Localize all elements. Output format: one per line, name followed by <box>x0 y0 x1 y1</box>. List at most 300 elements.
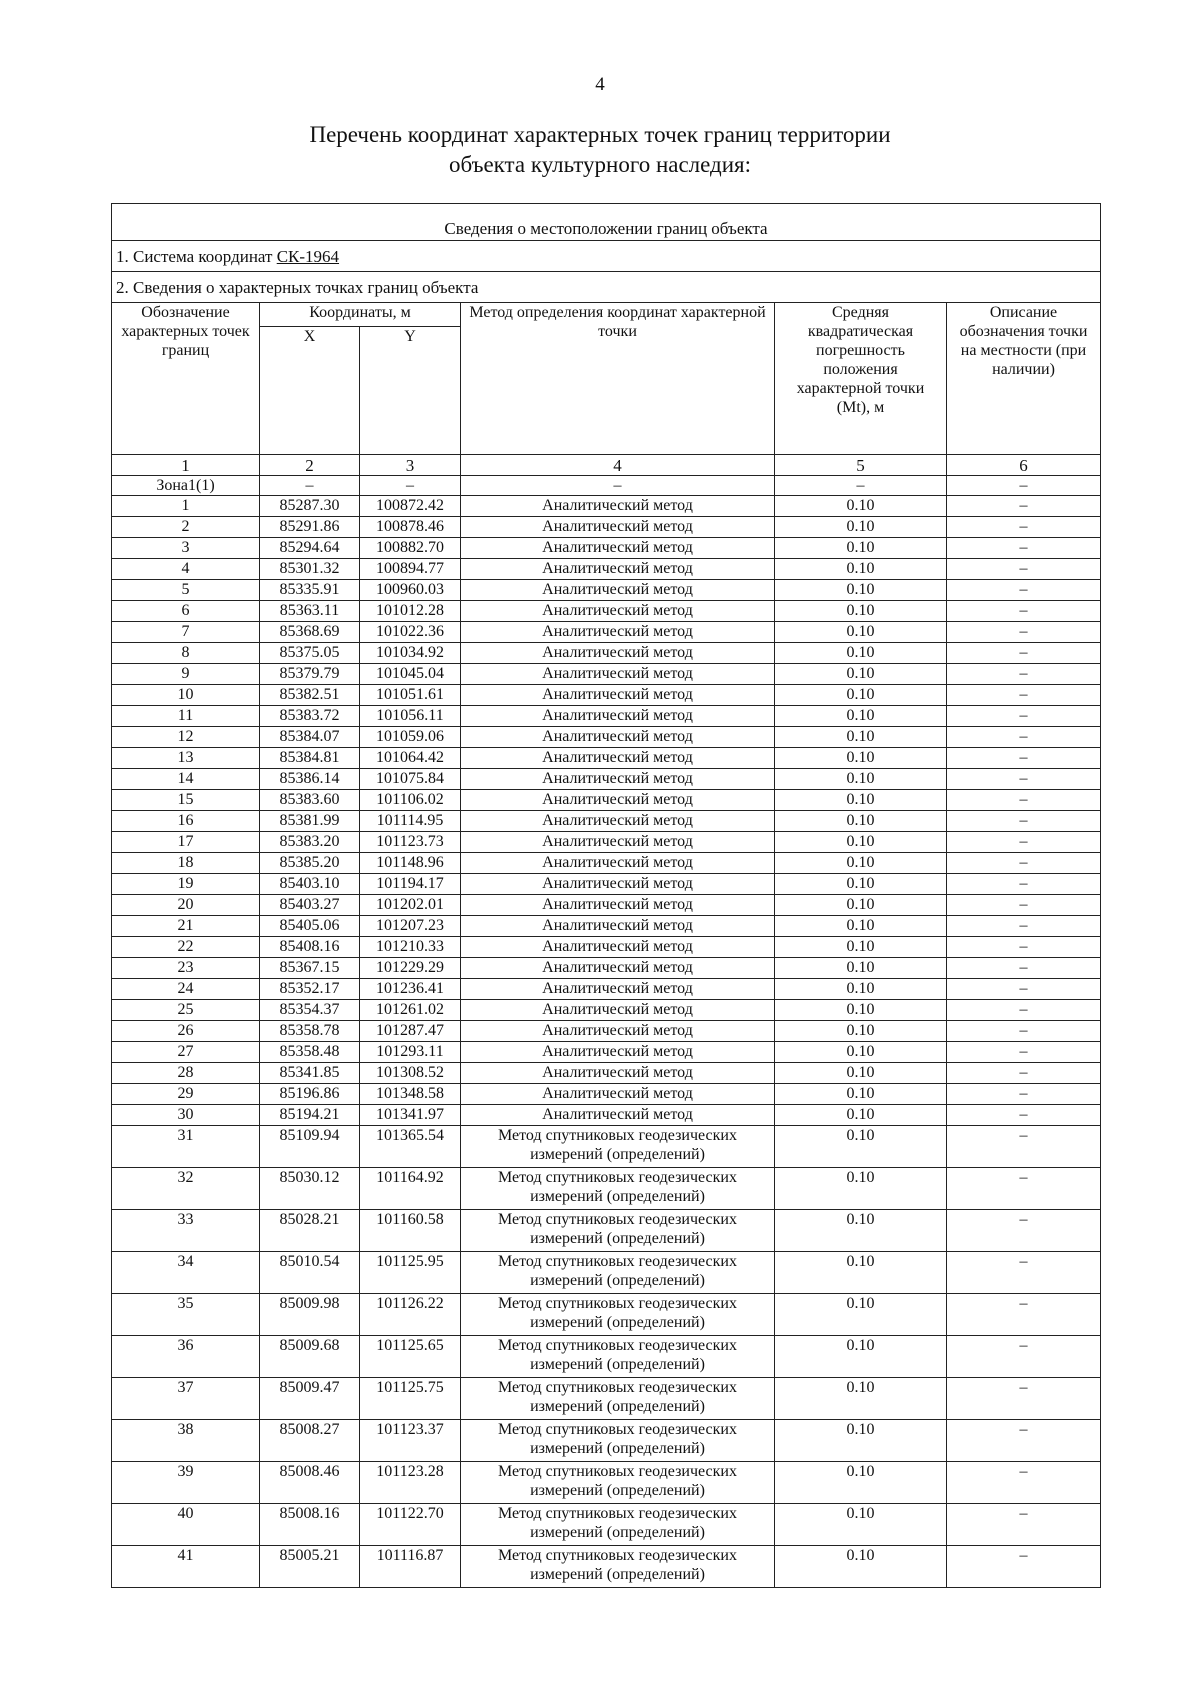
header-method: Метод определения координат характерной точки <box>461 303 775 455</box>
table-row <box>112 916 1101 937</box>
table-row <box>112 895 1101 916</box>
page-title <box>0 120 1200 180</box>
table-row <box>112 727 1101 748</box>
table-row <box>112 1084 1101 1105</box>
x-coordinate-cell: 85287.30 <box>260 496 360 517</box>
y-coordinate-cell: 101229.29 <box>360 958 461 979</box>
error-cell: 0.10 <box>775 517 947 538</box>
point-number-cell: 32 <box>112 1168 260 1210</box>
table-row <box>112 601 1101 622</box>
y-coordinate-cell: 101106.02 <box>360 790 461 811</box>
point-number-cell: 39 <box>112 1462 260 1504</box>
method-cell: Аналитический метод <box>461 559 775 580</box>
table-row <box>112 811 1101 832</box>
y-coordinate-cell: 101075.84 <box>360 769 461 790</box>
x-coordinate-cell: 85408.16 <box>260 937 360 958</box>
y-coordinate-cell: 101114.95 <box>360 811 461 832</box>
method-cell: Метод спутниковых геодезических измерений (определений) <box>461 1252 775 1294</box>
column-numbers-row <box>112 455 1101 476</box>
error-cell: 0.10 <box>775 979 947 1000</box>
description-cell: – <box>947 664 1101 685</box>
header-description: Описание обозначения точки на местности (при наличии) <box>947 303 1101 455</box>
description-cell: – <box>947 622 1101 643</box>
method-cell: Аналитический метод <box>461 769 775 790</box>
description-cell: – <box>947 1336 1101 1378</box>
error-cell: 0.10 <box>775 1021 947 1042</box>
error-cell: 0.10 <box>775 1063 947 1084</box>
x-coordinate-cell: 85009.98 <box>260 1294 360 1336</box>
point-number-cell: 19 <box>112 874 260 895</box>
table-row <box>112 1378 1101 1420</box>
point-number-cell: 20 <box>112 895 260 916</box>
x-coordinate-cell: 85403.27 <box>260 895 360 916</box>
point-number-cell: 31 <box>112 1126 260 1168</box>
method-cell: Аналитический метод <box>461 979 775 1000</box>
description-cell: – <box>947 1042 1101 1063</box>
error-cell: 0.10 <box>775 1084 947 1105</box>
description-cell: – <box>947 832 1101 853</box>
point-number-cell: 38 <box>112 1420 260 1462</box>
y-coordinate-cell: 100882.70 <box>360 538 461 559</box>
description-cell: – <box>947 727 1101 748</box>
description-cell: – <box>947 1420 1101 1462</box>
y-coordinate-cell: 101210.33 <box>360 937 461 958</box>
point-number-cell: 9 <box>112 664 260 685</box>
description-cell: – <box>947 1294 1101 1336</box>
y-coordinate-cell: 101365.54 <box>360 1126 461 1168</box>
point-number-cell: 17 <box>112 832 260 853</box>
y-coordinate-cell: 101123.28 <box>360 1462 461 1504</box>
error-cell: 0.10 <box>775 601 947 622</box>
x-coordinate-cell: 85367.15 <box>260 958 360 979</box>
x-coordinate-cell: 85109.94 <box>260 1126 360 1168</box>
point-number-cell: 3 <box>112 538 260 559</box>
method-cell: Аналитический метод <box>461 790 775 811</box>
point-number-cell: 28 <box>112 1063 260 1084</box>
table-row <box>112 1252 1101 1294</box>
x-coordinate-cell: 85382.51 <box>260 685 360 706</box>
y-coordinate-cell: 101202.01 <box>360 895 461 916</box>
x-coordinate-cell: 85383.20 <box>260 832 360 853</box>
coord-system-row <box>112 241 1101 272</box>
error-cell: 0.10 <box>775 874 947 895</box>
x-coordinate-cell: 85405.06 <box>260 916 360 937</box>
error-cell: 0.10 <box>775 853 947 874</box>
point-number-cell: 34 <box>112 1252 260 1294</box>
y-coordinate-cell: 101012.28 <box>360 601 461 622</box>
table-row <box>112 1021 1101 1042</box>
x-coordinate-cell: 85354.37 <box>260 1000 360 1021</box>
table-row <box>112 853 1101 874</box>
table-row <box>112 580 1101 601</box>
x-coordinate-cell: 85384.07 <box>260 727 360 748</box>
point-number-cell: 4 <box>112 559 260 580</box>
error-cell: 0.10 <box>775 916 947 937</box>
coord-system-value: СК-1964 <box>276 246 340 266</box>
point-number-cell: 25 <box>112 1000 260 1021</box>
point-number-cell: 2 <box>112 517 260 538</box>
error-cell: 0.10 <box>775 580 947 601</box>
y-coordinate-cell: 101341.97 <box>360 1105 461 1126</box>
point-number-cell: 36 <box>112 1336 260 1378</box>
point-number-cell: 7 <box>112 622 260 643</box>
y-coordinate-cell: 101236.41 <box>360 979 461 1000</box>
error-cell: 0.10 <box>775 937 947 958</box>
error-cell: 0.10 <box>775 895 947 916</box>
coordinates-table <box>111 203 1101 1588</box>
y-coordinate-cell: 101123.37 <box>360 1420 461 1462</box>
point-number-cell: 10 <box>112 685 260 706</box>
y-coordinate-cell: 101287.47 <box>360 1021 461 1042</box>
point-number-cell: 8 <box>112 643 260 664</box>
method-cell: Аналитический метод <box>461 916 775 937</box>
y-coordinate-cell: 100960.03 <box>360 580 461 601</box>
x-coordinate-cell: 85358.48 <box>260 1042 360 1063</box>
header-row-1 <box>112 303 1101 327</box>
description-cell: – <box>947 1000 1101 1021</box>
description-cell: – <box>947 874 1101 895</box>
point-number-cell: 29 <box>112 1084 260 1105</box>
point-number-cell: 37 <box>112 1378 260 1420</box>
error-cell: 0.10 <box>775 1168 947 1210</box>
method-cell: Метод спутниковых геодезических измерений (определений) <box>461 1420 775 1462</box>
points-section-row <box>112 272 1101 303</box>
method-cell: Метод спутниковых геодезических измерений (определений) <box>461 1378 775 1420</box>
description-cell: – <box>947 748 1101 769</box>
description-cell: – <box>947 979 1101 1000</box>
y-coordinate-cell: 101034.92 <box>360 643 461 664</box>
error-cell: 0.10 <box>775 643 947 664</box>
description-cell: – <box>947 496 1101 517</box>
point-number-cell: 26 <box>112 1021 260 1042</box>
x-coordinate-cell: 85030.12 <box>260 1168 360 1210</box>
y-coordinate-cell: 101194.17 <box>360 874 461 895</box>
y-coordinate-cell: 101148.96 <box>360 853 461 874</box>
method-cell: Метод спутниковых геодезических измерений (определений) <box>461 1294 775 1336</box>
error-cell: 0.10 <box>775 1126 947 1168</box>
y-coordinate-cell: 101122.70 <box>360 1504 461 1546</box>
method-cell: Аналитический метод <box>461 874 775 895</box>
error-cell: 0.10 <box>775 958 947 979</box>
y-coordinate-cell: 101293.11 <box>360 1042 461 1063</box>
error-cell: 0.10 <box>775 1420 947 1462</box>
description-cell: – <box>947 517 1101 538</box>
method-cell: Аналитический метод <box>461 853 775 874</box>
point-number-cell: 6 <box>112 601 260 622</box>
x-coordinate-cell: 85383.60 <box>260 790 360 811</box>
table-row <box>112 979 1101 1000</box>
method-cell: Аналитический метод <box>461 664 775 685</box>
y-coordinate-cell: 101125.75 <box>360 1378 461 1420</box>
y-coordinate-cell: 100872.42 <box>360 496 461 517</box>
description-cell: – <box>947 1252 1101 1294</box>
column-number: 4 <box>461 455 775 476</box>
y-coordinate-cell: 101164.92 <box>360 1168 461 1210</box>
y-coordinate-cell: 101045.04 <box>360 664 461 685</box>
header-error: Средняя квадратическая погрешность положения характерной точки (Мt), м <box>775 303 947 455</box>
point-number-cell: 33 <box>112 1210 260 1252</box>
method-cell: Аналитический метод <box>461 622 775 643</box>
zone-cell: – <box>461 476 775 496</box>
point-number-cell: 41 <box>112 1546 260 1588</box>
point-number-cell: 14 <box>112 769 260 790</box>
table-row <box>112 496 1101 517</box>
description-cell: – <box>947 1126 1101 1168</box>
description-cell: – <box>947 706 1101 727</box>
table-row <box>112 622 1101 643</box>
y-coordinate-cell: 101126.22 <box>360 1294 461 1336</box>
zone-cell: Зона1(1) <box>112 476 260 496</box>
x-coordinate-cell: 85381.99 <box>260 811 360 832</box>
x-coordinate-cell: 85368.69 <box>260 622 360 643</box>
point-number-cell: 16 <box>112 811 260 832</box>
y-coordinate-cell: 101348.58 <box>360 1084 461 1105</box>
x-coordinate-cell: 85005.21 <box>260 1546 360 1588</box>
description-cell: – <box>947 811 1101 832</box>
table-row <box>112 1168 1101 1210</box>
method-cell: Метод спутниковых геодезических измерений (определений) <box>461 1336 775 1378</box>
description-cell: – <box>947 1378 1101 1420</box>
point-number-cell: 13 <box>112 748 260 769</box>
x-coordinate-cell: 85009.47 <box>260 1378 360 1420</box>
error-cell: 0.10 <box>775 1210 947 1252</box>
method-cell: Аналитический метод <box>461 496 775 517</box>
description-cell: – <box>947 685 1101 706</box>
method-cell: Аналитический метод <box>461 811 775 832</box>
x-coordinate-cell: 85403.10 <box>260 874 360 895</box>
table-row <box>112 643 1101 664</box>
x-coordinate-cell: 85384.81 <box>260 748 360 769</box>
table-row <box>112 1063 1101 1084</box>
error-cell: 0.10 <box>775 664 947 685</box>
method-cell: Аналитический метод <box>461 1084 775 1105</box>
method-cell: Аналитический метод <box>461 748 775 769</box>
table-row <box>112 1294 1101 1336</box>
table-row <box>112 1042 1101 1063</box>
error-cell: 0.10 <box>775 1378 947 1420</box>
x-coordinate-cell: 85008.27 <box>260 1420 360 1462</box>
x-coordinate-cell: 85375.05 <box>260 643 360 664</box>
description-cell: – <box>947 853 1101 874</box>
method-cell: Метод спутниковых геодезических измерений (определений) <box>461 1210 775 1252</box>
description-cell: – <box>947 1210 1101 1252</box>
title-line-1: Перечень координат характерных точек границ территории <box>309 122 891 147</box>
table-row <box>112 1546 1101 1588</box>
method-cell: Аналитический метод <box>461 601 775 622</box>
table-row <box>112 1462 1101 1504</box>
x-coordinate-cell: 85386.14 <box>260 769 360 790</box>
table-row <box>112 748 1101 769</box>
x-coordinate-cell: 85385.20 <box>260 853 360 874</box>
description-cell: – <box>947 601 1101 622</box>
error-cell: 0.10 <box>775 748 947 769</box>
x-coordinate-cell: 85379.79 <box>260 664 360 685</box>
error-cell: 0.10 <box>775 706 947 727</box>
method-cell: Метод спутниковых геодезических измерений (определений) <box>461 1168 775 1210</box>
description-cell: – <box>947 916 1101 937</box>
table-row <box>112 790 1101 811</box>
method-cell: Аналитический метод <box>461 1105 775 1126</box>
description-cell: – <box>947 790 1101 811</box>
table-row <box>112 1000 1101 1021</box>
method-cell: Аналитический метод <box>461 580 775 601</box>
x-coordinate-cell: 85196.86 <box>260 1084 360 1105</box>
error-cell: 0.10 <box>775 1546 947 1588</box>
method-cell: Метод спутниковых геодезических измерений (определений) <box>461 1504 775 1546</box>
y-coordinate-cell: 101056.11 <box>360 706 461 727</box>
description-cell: – <box>947 538 1101 559</box>
title-line-2: объекта культурного наследия: <box>448 152 752 177</box>
error-cell: 0.10 <box>775 727 947 748</box>
x-coordinate-cell: 85335.91 <box>260 580 360 601</box>
y-coordinate-cell: 101160.58 <box>360 1210 461 1252</box>
point-number-cell: 23 <box>112 958 260 979</box>
zone-cell: – <box>360 476 461 496</box>
x-coordinate-cell: 85341.85 <box>260 1063 360 1084</box>
table-row <box>112 517 1101 538</box>
header-x: X <box>260 327 360 455</box>
header-coordinates: Координаты, м <box>260 303 461 327</box>
error-cell: 0.10 <box>775 832 947 853</box>
table-row <box>112 538 1101 559</box>
point-number-cell: 22 <box>112 937 260 958</box>
table-row <box>112 874 1101 895</box>
error-cell: 0.10 <box>775 496 947 517</box>
x-coordinate-cell: 85358.78 <box>260 1021 360 1042</box>
error-cell: 0.10 <box>775 622 947 643</box>
x-coordinate-cell: 85352.17 <box>260 979 360 1000</box>
point-number-cell: 12 <box>112 727 260 748</box>
table-row <box>112 1126 1101 1168</box>
error-cell: 0.10 <box>775 538 947 559</box>
table-row <box>112 1210 1101 1252</box>
method-cell: Аналитический метод <box>461 538 775 559</box>
method-cell: Аналитический метод <box>461 706 775 727</box>
error-cell: 0.10 <box>775 1336 947 1378</box>
y-coordinate-cell: 101125.95 <box>360 1252 461 1294</box>
error-cell: 0.10 <box>775 1294 947 1336</box>
table-row <box>112 1336 1101 1378</box>
description-cell: – <box>947 958 1101 979</box>
section-title-row <box>112 204 1101 241</box>
method-cell: Аналитический метод <box>461 1063 775 1084</box>
point-number-cell: 30 <box>112 1105 260 1126</box>
x-coordinate-cell: 85294.64 <box>260 538 360 559</box>
y-coordinate-cell: 100878.46 <box>360 517 461 538</box>
y-coordinate-cell: 101064.42 <box>360 748 461 769</box>
description-cell: – <box>947 580 1101 601</box>
error-cell: 0.10 <box>775 811 947 832</box>
x-coordinate-cell: 85194.21 <box>260 1105 360 1126</box>
y-coordinate-cell: 101207.23 <box>360 916 461 937</box>
error-cell: 0.10 <box>775 559 947 580</box>
description-cell: – <box>947 1084 1101 1105</box>
description-cell: – <box>947 1504 1101 1546</box>
table-row <box>112 664 1101 685</box>
method-cell: Аналитический метод <box>461 643 775 664</box>
method-cell: Аналитический метод <box>461 685 775 706</box>
point-number-cell: 1 <box>112 496 260 517</box>
y-coordinate-cell: 101116.87 <box>360 1546 461 1588</box>
description-cell: – <box>947 1168 1101 1210</box>
point-number-cell: 24 <box>112 979 260 1000</box>
page-number: 4 <box>595 74 605 95</box>
method-cell: Аналитический метод <box>461 1000 775 1021</box>
description-cell: – <box>947 1063 1101 1084</box>
x-coordinate-cell: 85009.68 <box>260 1336 360 1378</box>
section-title: Сведения о местоположении границ объекта <box>112 204 1101 241</box>
header-point-designation: Обозначение характерных точек границ <box>112 303 260 455</box>
column-number: 2 <box>260 455 360 476</box>
table-row <box>112 1504 1101 1546</box>
description-cell: – <box>947 937 1101 958</box>
zone-cell: – <box>775 476 947 496</box>
point-number-cell: 18 <box>112 853 260 874</box>
method-cell: Аналитический метод <box>461 727 775 748</box>
error-cell: 0.10 <box>775 1462 947 1504</box>
x-coordinate-cell: 85291.86 <box>260 517 360 538</box>
points-section-title: 2. Сведения о характерных точках границ объекта <box>112 272 1101 303</box>
header-y: Y <box>360 327 461 455</box>
table-row <box>112 1420 1101 1462</box>
x-coordinate-cell: 85008.46 <box>260 1462 360 1504</box>
error-cell: 0.10 <box>775 1105 947 1126</box>
point-number-cell: 5 <box>112 580 260 601</box>
x-coordinate-cell: 85363.11 <box>260 601 360 622</box>
table-row <box>112 937 1101 958</box>
column-number: 3 <box>360 455 461 476</box>
description-cell: – <box>947 895 1101 916</box>
table-row <box>112 685 1101 706</box>
y-coordinate-cell: 101308.52 <box>360 1063 461 1084</box>
table-row <box>112 559 1101 580</box>
error-cell: 0.10 <box>775 1042 947 1063</box>
y-coordinate-cell: 101051.61 <box>360 685 461 706</box>
y-coordinate-cell: 101125.65 <box>360 1336 461 1378</box>
point-number-cell: 11 <box>112 706 260 727</box>
description-cell: – <box>947 769 1101 790</box>
y-coordinate-cell: 101261.02 <box>360 1000 461 1021</box>
table-row <box>112 958 1101 979</box>
table-row <box>112 832 1101 853</box>
method-cell: Аналитический метод <box>461 517 775 538</box>
x-coordinate-cell: 85383.72 <box>260 706 360 727</box>
description-cell: – <box>947 1105 1101 1126</box>
table-body <box>112 204 1101 1588</box>
x-coordinate-cell: 85010.54 <box>260 1252 360 1294</box>
error-cell: 0.10 <box>775 790 947 811</box>
x-coordinate-cell: 85028.21 <box>260 1210 360 1252</box>
table-row <box>112 1105 1101 1126</box>
error-cell: 0.10 <box>775 1504 947 1546</box>
table-row <box>112 706 1101 727</box>
coord-system-label: 1. Система координат <box>116 246 273 266</box>
column-number: 1 <box>112 455 260 476</box>
description-cell: – <box>947 643 1101 664</box>
y-coordinate-cell: 101123.73 <box>360 832 461 853</box>
zone-row <box>112 476 1101 496</box>
zone-cell: – <box>947 476 1101 496</box>
x-coordinate-cell: 85008.16 <box>260 1504 360 1546</box>
x-coordinate-cell: 85301.32 <box>260 559 360 580</box>
point-number-cell: 40 <box>112 1504 260 1546</box>
point-number-cell: 27 <box>112 1042 260 1063</box>
error-cell: 0.10 <box>775 1000 947 1021</box>
point-number-cell: 21 <box>112 916 260 937</box>
description-cell: – <box>947 1021 1101 1042</box>
method-cell: Аналитический метод <box>461 1042 775 1063</box>
column-number: 6 <box>947 455 1101 476</box>
